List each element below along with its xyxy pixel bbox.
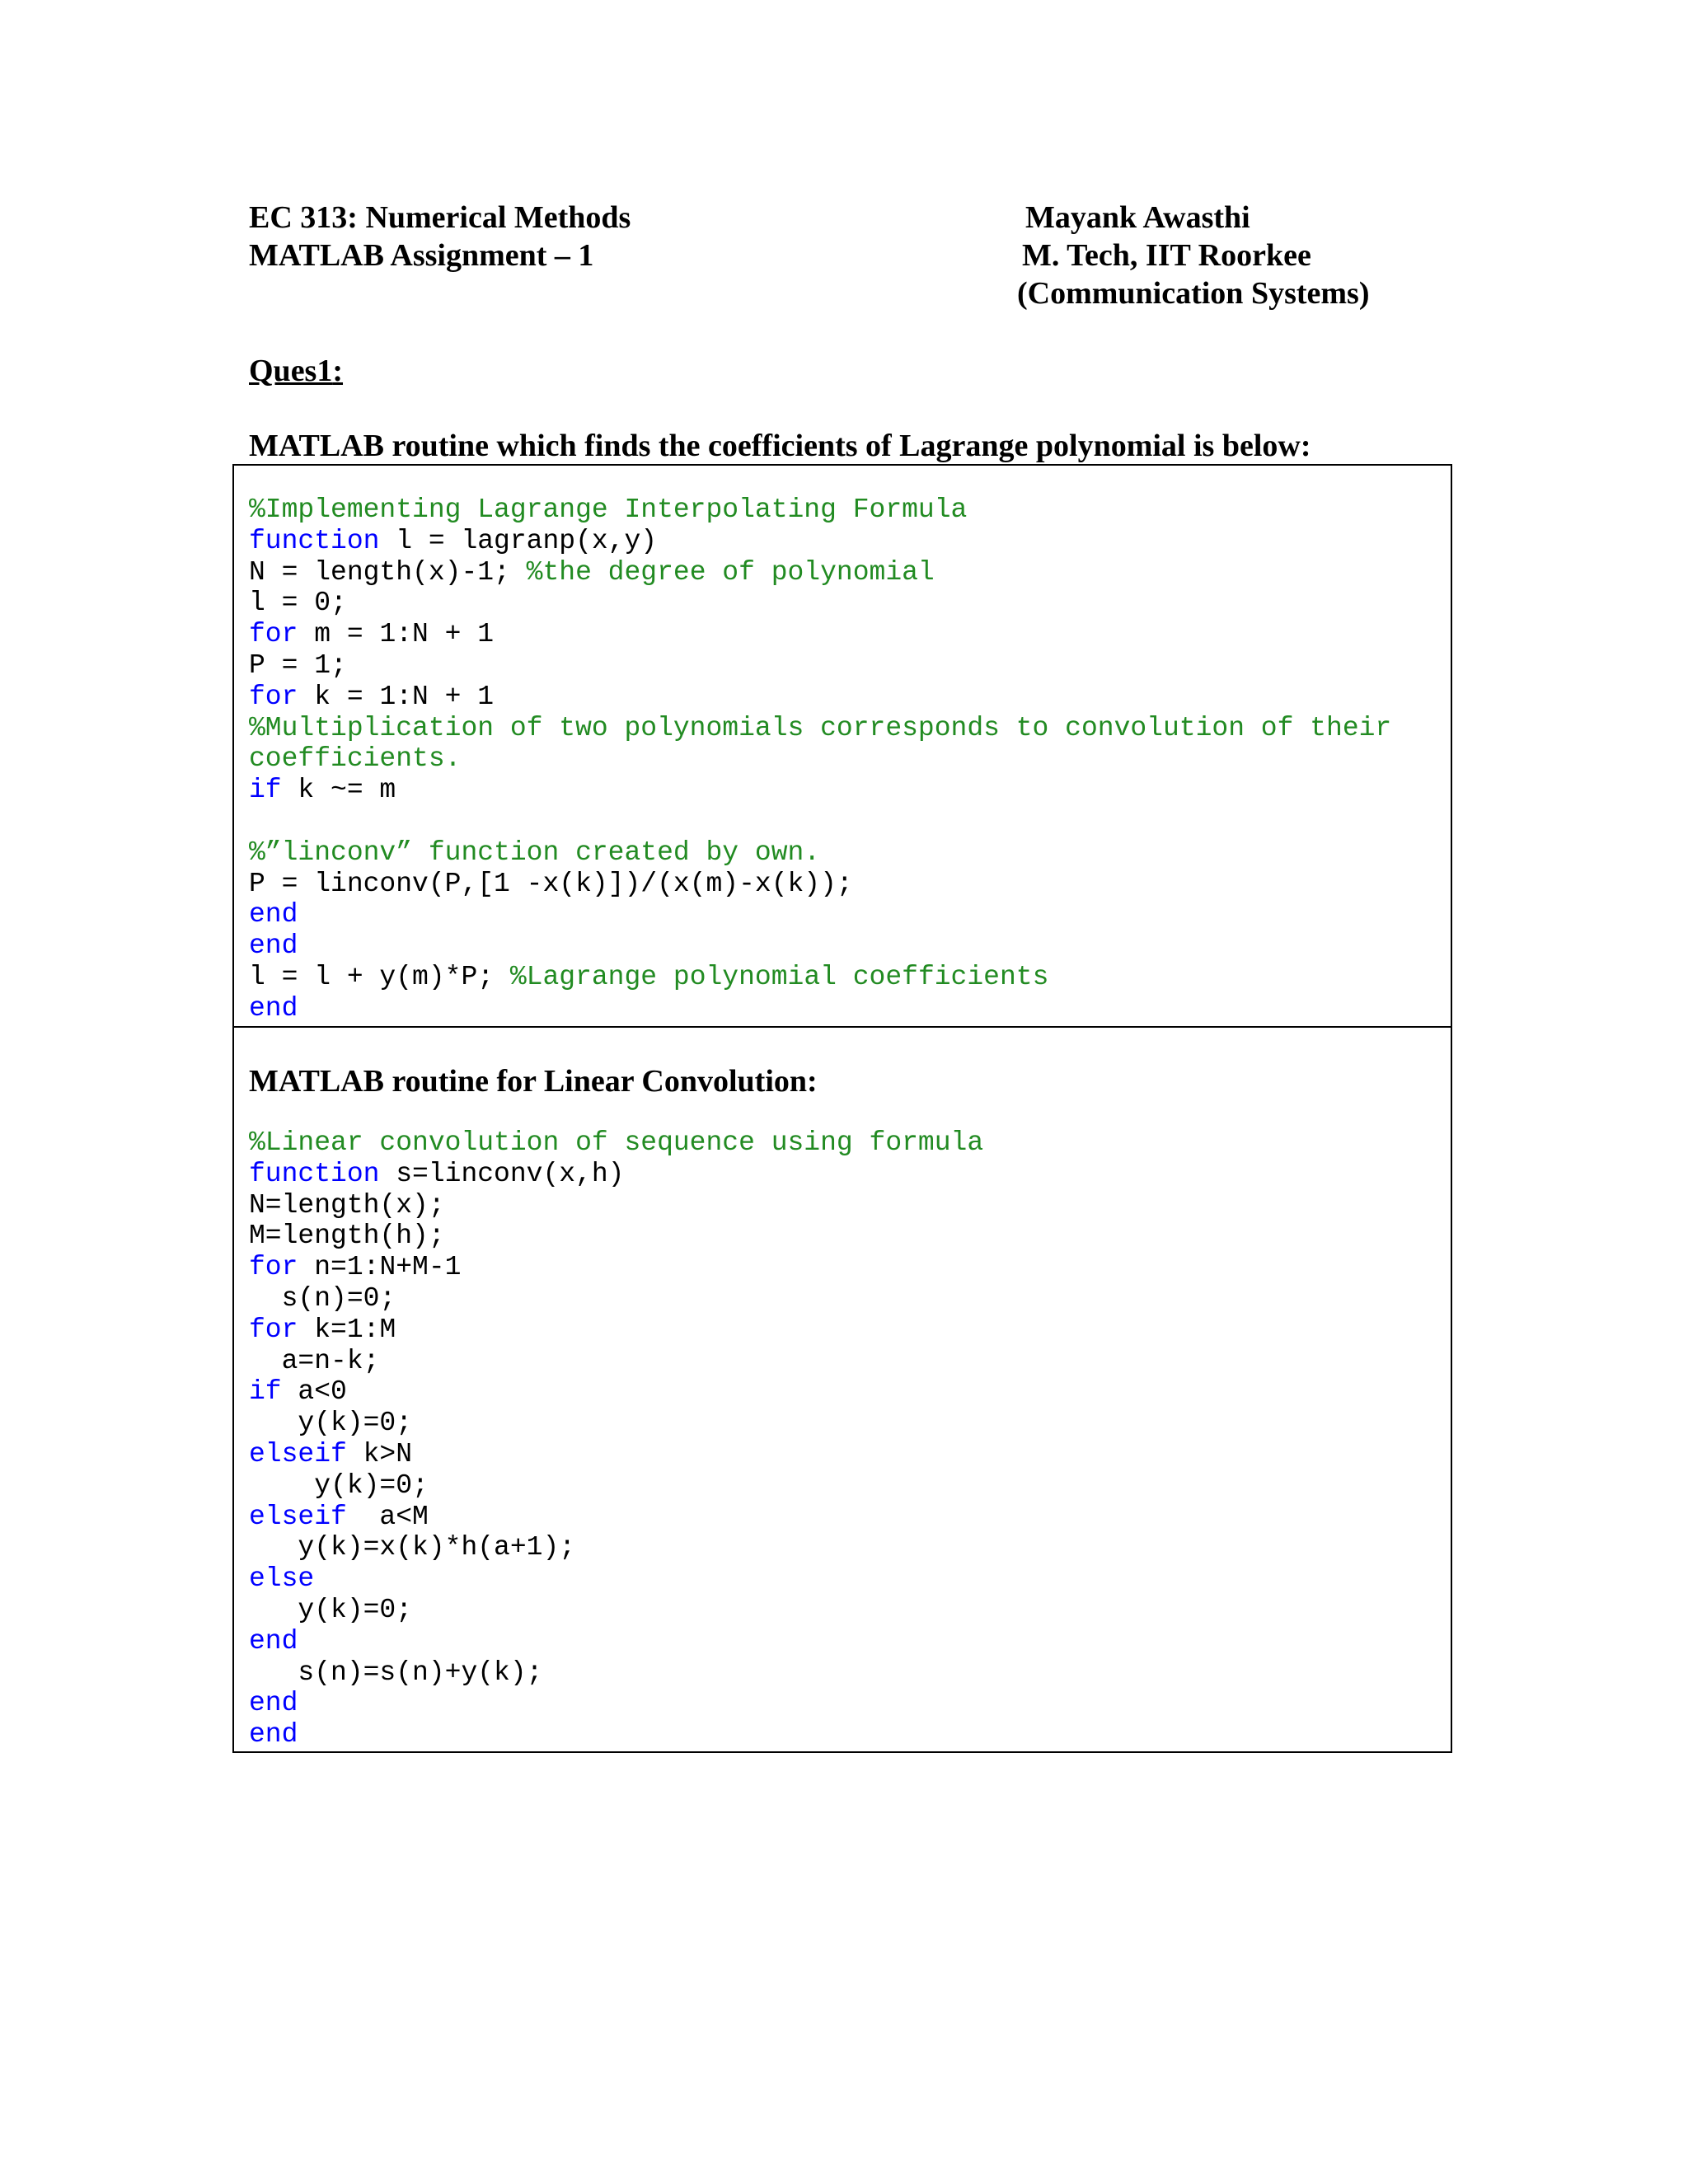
code-box-lagrange	[232, 464, 1452, 1028]
code-line	[249, 837, 1391, 869]
code-line	[249, 1563, 983, 1595]
code-line	[249, 1688, 983, 1719]
code-keyword: else	[249, 1563, 315, 1595]
code-keyword: for	[249, 619, 298, 650]
code-keyword: for	[249, 1314, 298, 1345]
code-line	[249, 713, 1391, 744]
code-keyword: function	[249, 1158, 380, 1189]
code-line	[249, 1190, 983, 1221]
code-line	[249, 1532, 983, 1563]
code-text: k=1:M	[298, 1314, 396, 1345]
code-line	[249, 650, 1391, 682]
question-label: Ques1	[249, 354, 333, 388]
code-text: P = linconv(P,[1 -x(k)])/(x(m)-x(k));	[249, 868, 853, 899]
course-title: EC 313: Numerical Methods	[249, 200, 631, 235]
code-keyword: elseif	[249, 1438, 347, 1469]
code-line	[249, 962, 1391, 993]
code-block-linconv	[249, 1127, 983, 1750]
code-text: k = 1:N + 1	[298, 681, 495, 712]
code-text: y(k)=0;	[249, 1469, 429, 1501]
code-line	[249, 1159, 983, 1190]
code-text: y(k)=0;	[249, 1594, 413, 1625]
code-line	[249, 899, 1391, 930]
code-keyword: function	[249, 525, 380, 556]
code-text: k ~= m	[281, 775, 396, 806]
code-comment: %”linconv” function created by own.	[249, 837, 821, 868]
code-comment: %Lagrange polynomial coefficients	[509, 961, 1049, 992]
code-text: s=linconv(x,h)	[379, 1158, 625, 1189]
code-line	[249, 743, 1391, 775]
code-line	[249, 930, 1391, 962]
code-text: N=length(x);	[249, 1189, 445, 1221]
code-line	[249, 806, 1391, 837]
code-text: s(n)=0;	[249, 1282, 396, 1314]
code-line	[249, 1376, 983, 1408]
code-line	[249, 1346, 983, 1377]
code-text: a<0	[281, 1376, 347, 1408]
code-text: y(k)=x(k)*h(a+1);	[249, 1532, 576, 1563]
code-line	[249, 1502, 983, 1533]
code-line	[249, 775, 1391, 806]
code-text: k>N	[346, 1438, 413, 1469]
code-text: M=length(h);	[249, 1221, 445, 1252]
code-text: y(k)=0;	[249, 1408, 413, 1439]
code-line	[249, 1127, 983, 1159]
question-heading	[249, 352, 343, 390]
code-text: s(n)=s(n)+y(k);	[249, 1657, 543, 1688]
code-keyword: for	[249, 1252, 298, 1283]
code-line	[249, 1595, 983, 1626]
code-text: m = 1:N + 1	[298, 619, 495, 650]
code-comment: coefficients.	[249, 743, 462, 775]
section-title-linconv: MATLAB routine for Linear Convolution:	[249, 1064, 818, 1099]
code-text: N = length(x)-1;	[249, 556, 527, 588]
code-line	[249, 1657, 983, 1689]
code-line	[249, 1283, 983, 1315]
code-keyword: end	[249, 1688, 298, 1719]
code-line	[249, 1439, 983, 1470]
code-line	[249, 1315, 983, 1346]
code-text: l = l + y(m)*P;	[249, 961, 510, 992]
code-text: n=1:N+M-1	[298, 1252, 462, 1283]
code-text: l = lagranp(x,y)	[379, 525, 658, 556]
code-line	[249, 1626, 983, 1657]
author-specialization: (Communication Systems)	[1017, 276, 1370, 311]
assignment-title: MATLAB Assignment – 1	[249, 238, 594, 273]
code-keyword: end	[249, 992, 298, 1024]
code-line	[249, 557, 1391, 588]
code-text: a=n-k;	[249, 1345, 380, 1376]
code-comment: %Multiplication of two polynomials corresponds to convolution of their	[249, 712, 1392, 743]
code-line	[249, 588, 1391, 619]
code-line	[249, 1470, 983, 1502]
code-line	[249, 1719, 983, 1750]
code-comment: %the degree of polynomial	[526, 556, 935, 588]
question-colon: :	[332, 354, 344, 388]
header-right	[1017, 199, 1370, 312]
code-text: l = 0;	[249, 588, 347, 619]
code-text: P = 1;	[249, 649, 347, 681]
code-comment: %Linear convolution of sequence using formula	[249, 1127, 984, 1158]
code-line	[249, 494, 1391, 526]
code-keyword: if	[249, 1376, 282, 1408]
code-line	[249, 526, 1391, 557]
author-name: Mayank Awasthi	[1025, 200, 1250, 235]
code-line	[249, 869, 1391, 900]
code-line	[249, 1408, 983, 1439]
author-program: M. Tech, IIT Roorkee	[1022, 238, 1311, 273]
code-line	[249, 1252, 983, 1283]
code-line	[249, 619, 1391, 650]
code-keyword: end	[249, 1625, 298, 1657]
code-keyword: elseif	[249, 1501, 347, 1532]
code-keyword: end	[249, 930, 298, 962]
header-left	[249, 199, 631, 274]
code-line	[249, 682, 1391, 713]
section-title-lagrange: MATLAB routine which finds the coefficients of Lagrange polynomial is below:	[249, 429, 1311, 463]
code-keyword: end	[249, 899, 298, 930]
code-comment: %Implementing Lagrange Interpolating Formula	[249, 494, 968, 525]
code-line	[249, 1221, 983, 1252]
code-block-lagrange	[249, 494, 1391, 1024]
code-box-linconv	[232, 1026, 1452, 1753]
code-keyword: end	[249, 1719, 298, 1750]
code-text: a<M	[346, 1501, 429, 1532]
code-keyword: for	[249, 681, 298, 712]
code-keyword: if	[249, 775, 282, 806]
code-line	[249, 993, 1391, 1024]
